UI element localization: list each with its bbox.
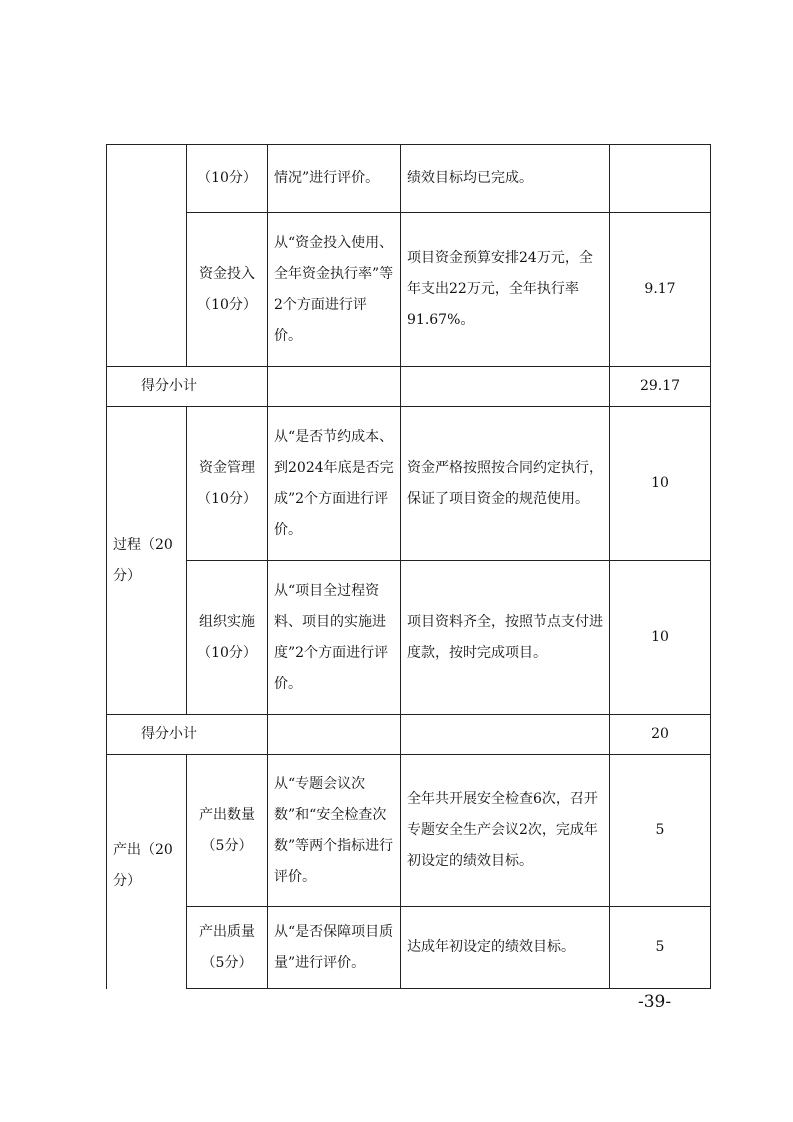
score-cell [610, 145, 711, 213]
dimension-cell: 产出（20分） [107, 755, 187, 989]
subtotal-label: 得分小计 [107, 367, 268, 407]
indicator-cell: 资金投入（10分） [187, 213, 268, 367]
indicator-cell: 组织实施（10分） [187, 561, 268, 715]
table-row [107, 213, 711, 367]
indicator-cell: 资金管理（10分） [187, 407, 268, 561]
result-cell: 项目资料齐全，按照节点支付进度款，按时完成项目。 [401, 561, 610, 715]
dimension-cell [107, 145, 187, 367]
table-row [107, 907, 711, 989]
subtotal-score: 29.17 [610, 367, 711, 407]
result-cell: 全年共开展安全检查6次，召开专题安全生产会议2次，完成年初设定的绩效目标。 [401, 755, 610, 907]
criteria-cell: 从“资金投入使用、全年资金执行率”等2个方面进行评价。 [268, 213, 401, 367]
criteria-cell: 从“项目全过程资料、项目的实施进度”2个方面进行评价。 [268, 561, 401, 715]
criteria-cell [268, 715, 401, 755]
subtotal-row [107, 367, 711, 407]
table-row [107, 407, 711, 561]
result-cell: 资金严格按照按合同约定执行，保证了项目资金的规范使用。 [401, 407, 610, 561]
dimension-cell: 过程（20分） [107, 407, 187, 715]
score-cell: 5 [610, 755, 711, 907]
score-cell: 9.17 [610, 213, 711, 367]
table-row [107, 145, 711, 213]
page-number: -39- [638, 992, 672, 1012]
result-cell [401, 715, 610, 755]
criteria-cell [268, 367, 401, 407]
table-row [107, 561, 711, 715]
indicator-cell: 产出数量（5分） [187, 755, 268, 907]
criteria-cell: 从“是否保障项目质量”进行评价。 [268, 907, 401, 989]
indicator-cell: 产出质量（5分） [187, 907, 268, 989]
result-cell: 绩效目标均已完成。 [401, 145, 610, 213]
criteria-cell: 情况”进行评价。 [268, 145, 401, 213]
subtotal-label: 得分小计 [107, 715, 268, 755]
result-cell: 项目资金预算安排24万元，全年支出22万元，全年执行率91.67%。 [401, 213, 610, 367]
subtotal-row [107, 715, 711, 755]
result-cell [401, 367, 610, 407]
criteria-cell: 从“专题会议次数”和“安全检查次数”等两个指标进行评价。 [268, 755, 401, 907]
result-cell: 达成年初设定的绩效目标。 [401, 907, 610, 989]
score-cell: 10 [610, 561, 711, 715]
score-cell: 5 [610, 907, 711, 989]
subtotal-score: 20 [610, 715, 711, 755]
score-cell: 10 [610, 407, 711, 561]
table-row [107, 755, 711, 907]
indicator-cell: （10分） [187, 145, 268, 213]
criteria-cell: 从“是否节约成本、到2024年底是否完成”2个方面进行评价。 [268, 407, 401, 561]
evaluation-table [106, 144, 711, 989]
